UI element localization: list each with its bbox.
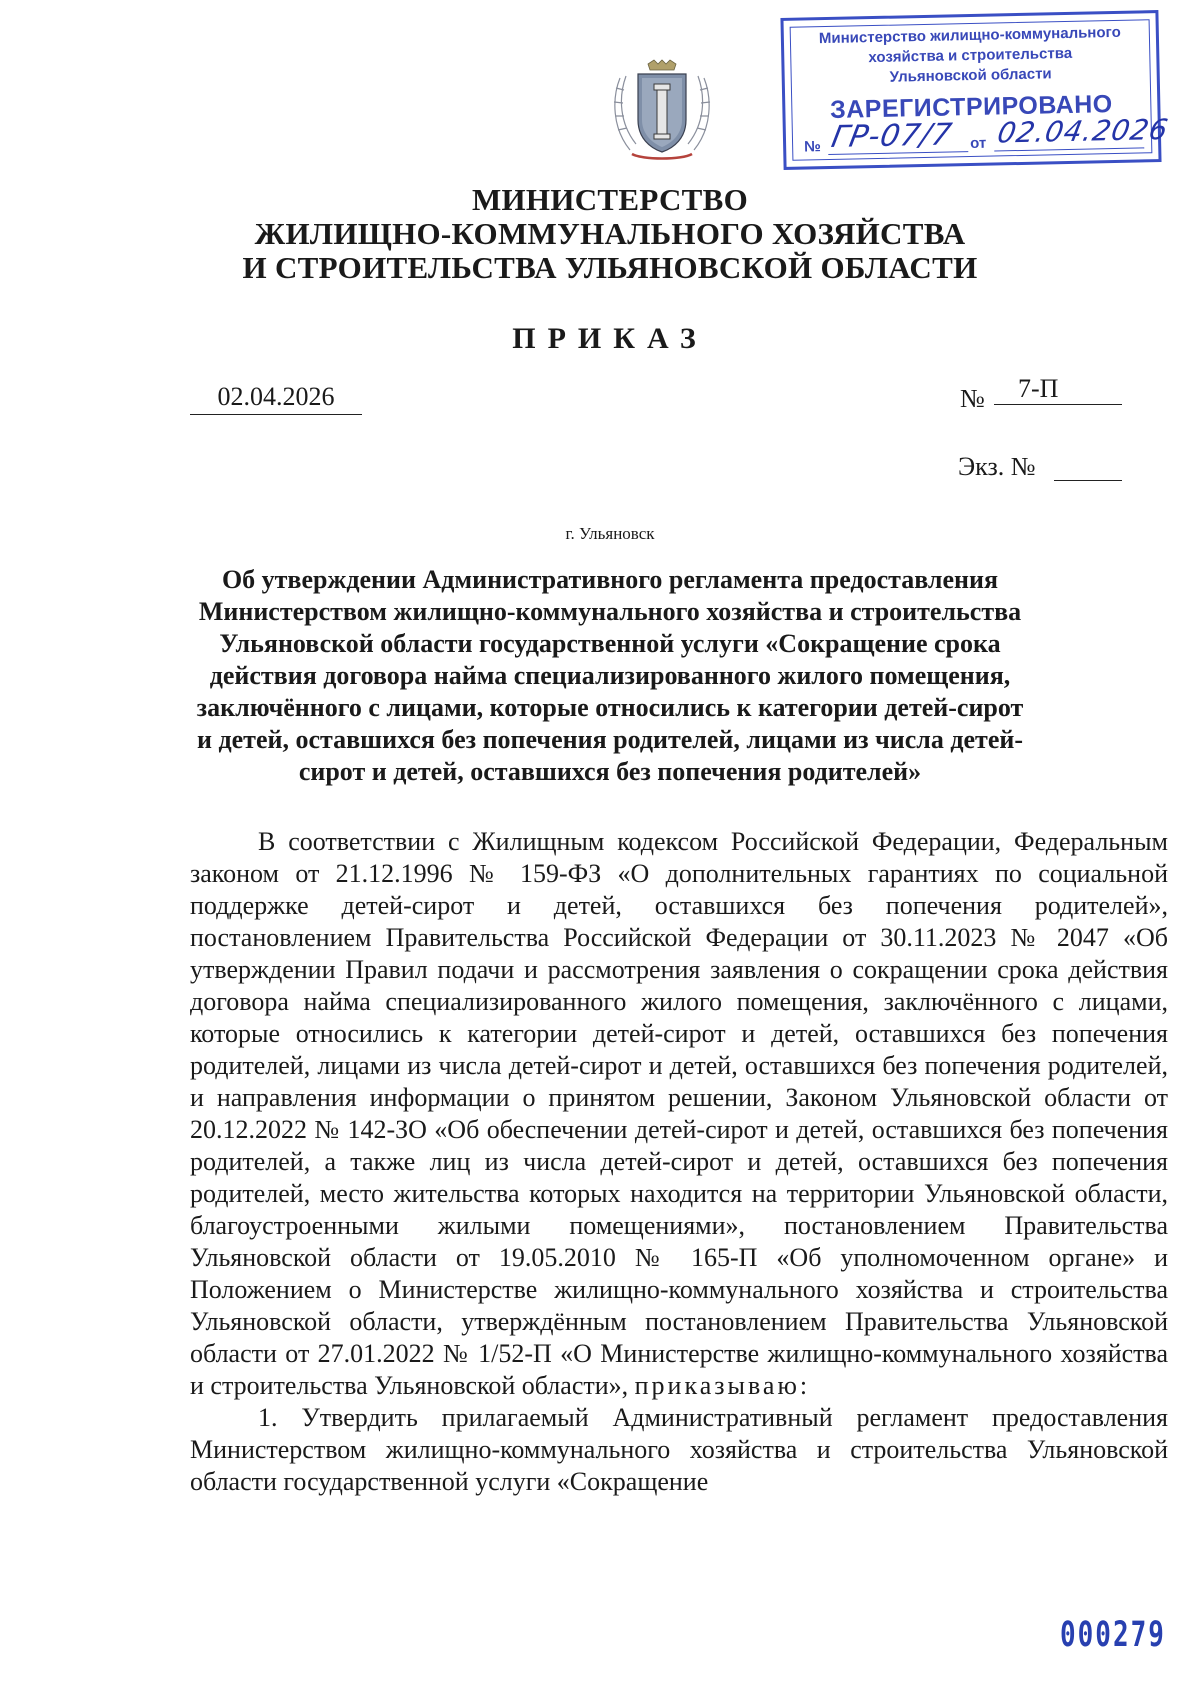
city-line: г. Ульяновск [565,524,655,543]
copy-number-blank [1054,480,1122,481]
stamp-ministry-line3: Ульяновской области [889,65,1052,86]
order-title: ПРИКАЗ [512,322,708,355]
body-preamble [190,826,1168,1402]
order-date: 02.04.2026 [190,382,362,415]
stamp-from-label: от [969,134,987,153]
ministry-heading-line2: ЖИЛИЩНО-КОММУНАЛЬНОГО ХОЗЯЙСТВА [254,216,966,251]
order-body [190,826,1168,1498]
stamp-ministry-line2: хозяйства и строительства [868,44,1073,67]
stamp-ministry-line1: Министерство жилищно-коммунального [818,23,1121,48]
stamp-registered-label: ЗАРЕГИСТРИРОВАНО [829,90,1113,124]
stamp-number-label: № [803,138,822,156]
order-number: 7-П [994,374,1122,405]
page-serial-number: 000279 [1060,1614,1166,1656]
registration-stamp [780,10,1172,170]
order-number-label: № [960,384,985,413]
stamp-handwritten-number: ГР-07/7 [828,117,956,155]
ulyanovsk-coat-of-arms-icon [608,58,716,162]
copy-number-label: Экз. № [958,452,1036,481]
order-subject: Об утверждении Административного регламента предоставления Министерством жилищно-коммунального хозяйства и строительства Ульяновской области государственной услуги «Сокращение срока действия договора найма специализированного жилого помещения, заключённого с лицами, которые относились к категории детей-сирот и детей, оставшихся без попечения родителей, лицами из числа детей-сирот и детей, оставшихся без попечения родителей» [196,565,1024,786]
ministry-heading-line1: МИНИСТЕРСТВО [471,182,749,217]
preamble-text: В соответствии с Жилищным кодексом Российской Федерации, Федеральным законом от 21.12.1996 № 159-ФЗ «О дополнительных гарантиях по социальной поддержке детей-сирот и детей, оставшихся без попечения родителей», постановлением Правительства Российской Федерации от 30.11.2023 № 2047 «Об утверждении Правил подачи и рассмотрения заявления о сокращении срока действия договора найма специализированного жилого помещения, заключённого с лицами, которые относились к категории детей-сирот и детей, оставшихся без попечения родителей, лицами из числа детей-сирот и детей, оставшихся без попечения родителей, и направления информации о принятом решении, Законом Ульяновской области от 20.12.2022 № 142-ЗО «Об обеспечении детей-сирот и детей, оставшихся без попечения родителей, а также лиц из числа детей-сирот и детей, оставшихся без попечения родителей, место жительства которых находится на территории Ульяновской области, благоустроенными жилыми помещениями», постановлением Правительства Ульяновской области от 19.05.2010 № 165-П «Об уполномоченном органе» и Положением о Министерстве жилищно-коммунального хозяйства и строительства Ульяновской области, утверждённым постановлением Правительства Ульяновской области от 27.01.2022 № 1/52-П «О Министерстве жилищно-коммунального хозяйства и строительства Ульяновской области», [190,827,1168,1400]
order-word: приказываю: [634,1371,811,1400]
ministry-heading-line3: И СТРОИТЕЛЬСТВА УЛЬЯНОВСКОЙ ОБЛАСТИ [242,250,978,285]
body-item-1: 1. Утвердить прилагаемый Административный регламент предоставления Министерством жилищно-коммунального хозяйства и строительства Ульяновской области государственной услуги «Сокращение [190,1403,1168,1496]
stamp-handwritten-date: 02.04.2026 [994,112,1172,150]
